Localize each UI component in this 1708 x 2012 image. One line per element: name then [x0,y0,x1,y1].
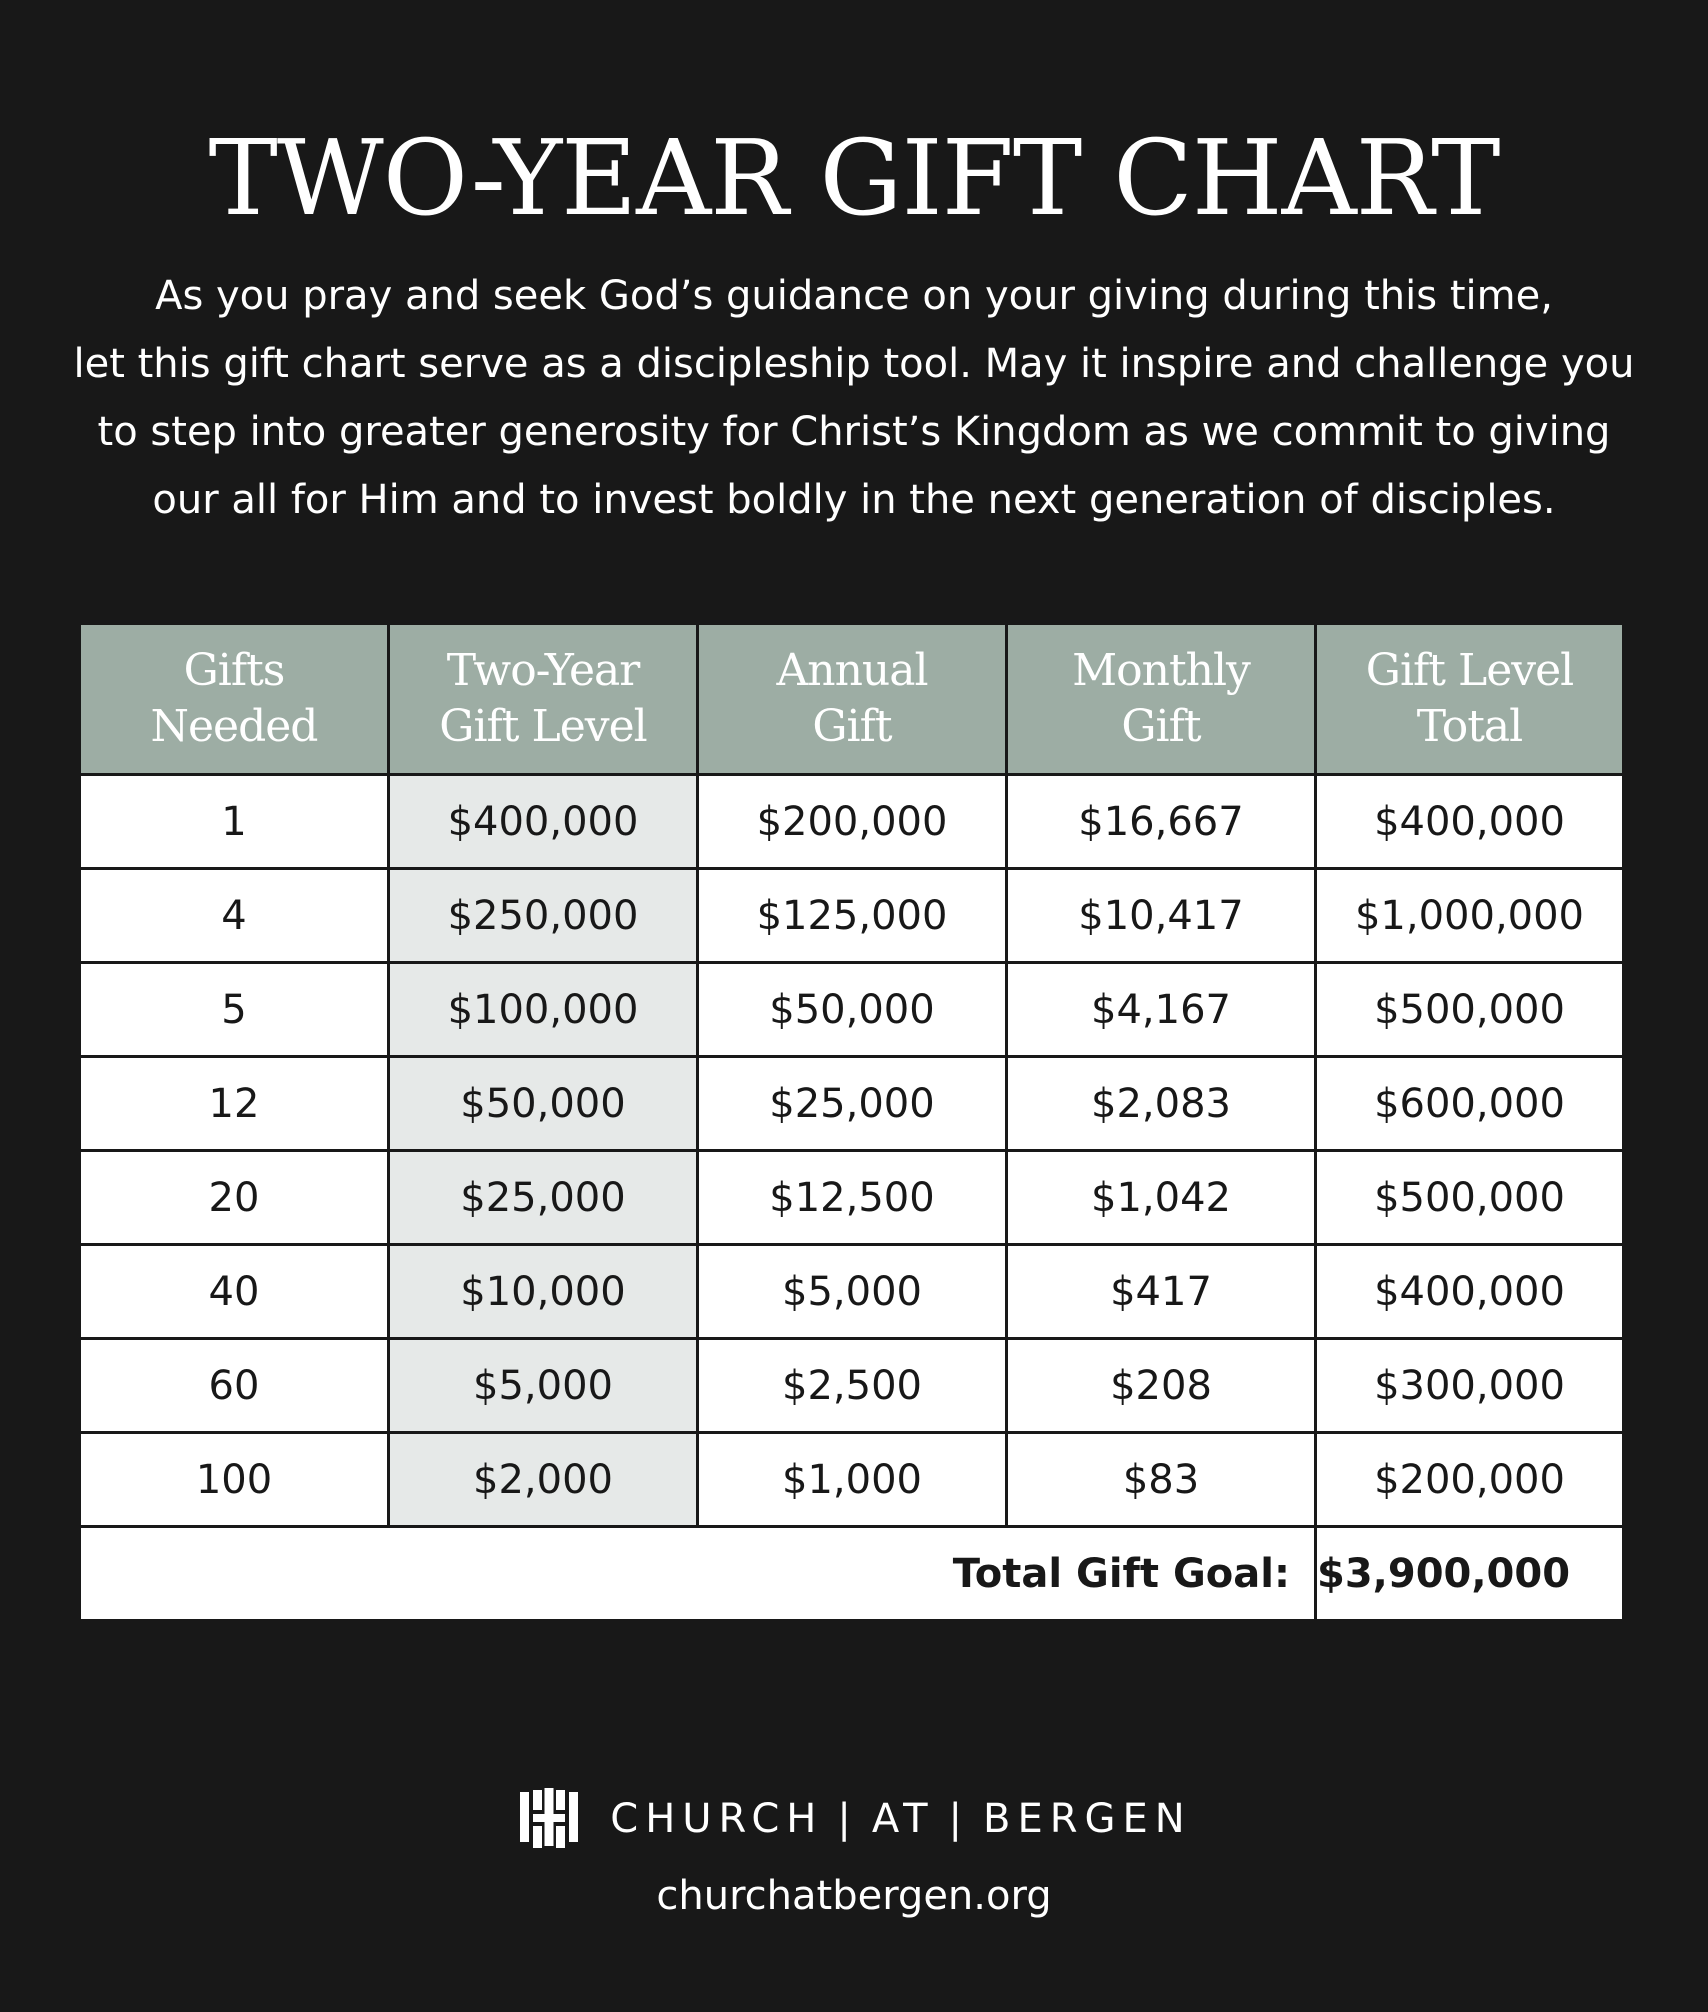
table-row [80,1057,1624,1151]
header-gift-level-total: Gift Level Total [1316,624,1624,775]
cell-monthly-gift: $208 [1007,1339,1316,1433]
cell-gift-level-total: $300,000 [1316,1339,1624,1433]
cell-monthly-gift: $16,667 [1007,775,1316,869]
cell-monthly-gift: $2,083 [1007,1057,1316,1151]
cell-two-year-gift-level: $2,000 [389,1433,698,1527]
cell-gift-level-total: $600,000 [1316,1057,1624,1151]
intro-paragraph [0,262,1708,534]
cell-two-year-gift-level: $100,000 [389,963,698,1057]
intro-line: let this gift chart serve as a discipleship tool. May it inspire and challenge you [73,341,1635,387]
cell-monthly-gift: $1,042 [1007,1151,1316,1245]
cell-gift-level-total: $400,000 [1316,1245,1624,1339]
total-row [80,1527,1624,1621]
cell-gift-level-total: $1,000,000 [1316,869,1624,963]
table-row [80,1433,1624,1527]
table-row [80,1245,1624,1339]
cell-monthly-gift: $417 [1007,1245,1316,1339]
brand-word-church: CHURCH [610,1796,824,1842]
cell-annual-gift: $5,000 [698,1245,1007,1339]
website-url: churchatbergen.org [656,1873,1052,1919]
church-brand-logo [0,1786,1708,1852]
brand-separator: | [948,1796,970,1842]
gift-chart-table [78,622,1625,1622]
cell-annual-gift: $1,000 [698,1433,1007,1527]
cell-gifts-needed: 5 [80,963,389,1057]
table-row [80,1339,1624,1433]
cell-gifts-needed: 1 [80,775,389,869]
cell-gifts-needed: 4 [80,869,389,963]
brand-separator: | [837,1796,858,1842]
table-row [80,775,1624,869]
brand-name [610,1796,1191,1842]
cell-gifts-needed: 20 [80,1151,389,1245]
cell-annual-gift: $2,500 [698,1339,1007,1433]
table-header-row [80,624,1624,775]
cell-gift-level-total: $200,000 [1316,1433,1624,1527]
cell-annual-gift: $25,000 [698,1057,1007,1151]
cell-gift-level-total: $500,000 [1316,963,1624,1057]
cell-two-year-gift-level: $5,000 [389,1339,698,1433]
cell-gift-level-total: $500,000 [1316,1151,1624,1245]
brand-word-bergen: BERGEN [983,1796,1192,1842]
intro-line: to step into greater generosity for Christ’s Kingdom as we commit to giving [97,409,1611,455]
header-annual-gift: Annual Gift [698,624,1007,775]
cell-two-year-gift-level: $250,000 [389,869,698,963]
table-row [80,1151,1624,1245]
cell-monthly-gift: $83 [1007,1433,1316,1527]
cell-gifts-needed: 12 [80,1057,389,1151]
cell-gifts-needed: 100 [80,1433,389,1527]
total-gift-goal-value: $3,900,000 [1316,1527,1624,1621]
header-gifts-needed: Gifts Needed [80,624,389,775]
cell-gifts-needed: 40 [80,1245,389,1339]
cell-monthly-gift: $4,167 [1007,963,1316,1057]
cell-gift-level-total: $400,000 [1316,775,1624,869]
intro-line: our all for Him and to invest boldly in the next generation of disciples. [152,477,1556,523]
cell-two-year-gift-level: $10,000 [389,1245,698,1339]
total-gift-goal-label: Total Gift Goal: [80,1527,1316,1621]
cell-two-year-gift-level: $400,000 [389,775,698,869]
table-row [80,963,1624,1057]
brand-word-at: AT [871,1796,935,1842]
cell-annual-gift: $50,000 [698,963,1007,1057]
table-row [80,869,1624,963]
intro-line: As you pray and seek God’s guidance on your giving during this time, [155,273,1553,319]
cell-gifts-needed: 60 [80,1339,389,1433]
cell-annual-gift: $125,000 [698,869,1007,963]
cell-monthly-gift: $10,417 [1007,869,1316,963]
cell-two-year-gift-level: $50,000 [389,1057,698,1151]
page-title: TWO-YEAR GIFT CHART [208,117,1500,239]
header-monthly-gift: Monthly Gift [1007,624,1316,775]
header-two-year-gift-level: Two-Year Gift Level [389,624,698,775]
church-logo-icon [516,1786,582,1852]
cell-annual-gift: $200,000 [698,775,1007,869]
cell-two-year-gift-level: $25,000 [389,1151,698,1245]
cell-annual-gift: $12,500 [698,1151,1007,1245]
